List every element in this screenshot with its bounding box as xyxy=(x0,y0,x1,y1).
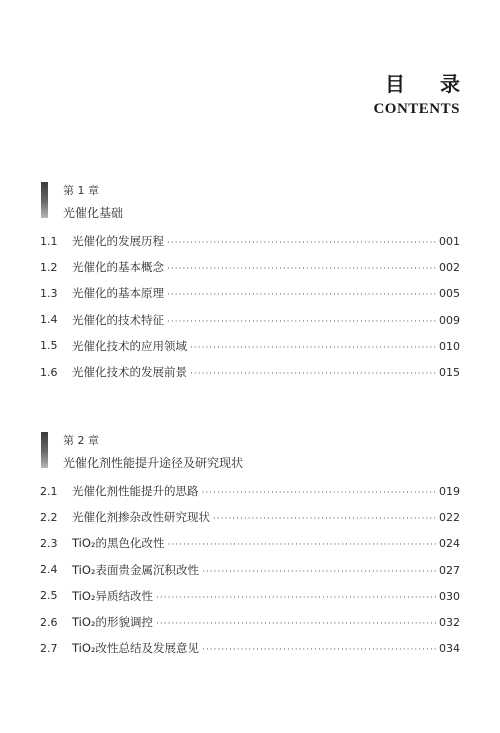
section-title: TiO₂的黑色化改性 xyxy=(72,536,165,551)
chapter-title: 光催化剂性能提升途径及研究现状 xyxy=(63,456,244,470)
page-number: 005 xyxy=(439,287,460,301)
contents-heading xyxy=(373,68,474,118)
page-number: 001 xyxy=(439,235,460,249)
section-title: 光催化的技术特征 xyxy=(72,312,164,327)
chapter-header xyxy=(0,182,500,228)
contents-title-en: CONTENTS xyxy=(373,101,460,117)
page-number: 022 xyxy=(439,511,460,525)
section-number: 2.6 xyxy=(40,615,58,629)
page-number: 032 xyxy=(439,616,460,630)
section-number: 2.5 xyxy=(40,589,58,603)
page-number: 019 xyxy=(439,485,460,499)
section-title: 光催化技术的发展前景 xyxy=(72,365,187,380)
dot-leader xyxy=(202,567,436,577)
section-number: 2.4 xyxy=(40,563,58,577)
chapter-marker-bar xyxy=(41,432,48,468)
toc-entry[interactable] xyxy=(0,228,500,254)
toc-entry[interactable] xyxy=(0,504,500,530)
dot-leader xyxy=(202,645,436,655)
dot-leader xyxy=(190,343,436,353)
page-number: 009 xyxy=(439,313,460,327)
section-title: 光催化剂性能提升的思路 xyxy=(72,484,199,499)
section-title: 光催化的发展历程 xyxy=(72,234,164,249)
section-number: 1.6 xyxy=(40,365,58,379)
contents-title-cn: 目 录 xyxy=(385,72,474,96)
section-number: 2.7 xyxy=(40,641,58,655)
section-title: 光催化技术的应用领域 xyxy=(72,338,187,353)
dot-leader xyxy=(202,488,437,498)
toc-entry[interactable] xyxy=(0,254,500,280)
toc-entry[interactable] xyxy=(0,635,500,661)
toc-entry[interactable] xyxy=(0,557,500,583)
section-number: 1.2 xyxy=(40,260,58,274)
page-number: 034 xyxy=(439,642,460,656)
section-number: 1.4 xyxy=(40,313,58,327)
dot-leader xyxy=(190,369,436,379)
chapter-title: 光催化基础 xyxy=(63,206,124,220)
page-number: 027 xyxy=(439,563,460,577)
dot-leader xyxy=(167,238,436,248)
dot-leader xyxy=(156,593,436,603)
section-list xyxy=(0,228,500,385)
page-number: 024 xyxy=(439,537,460,551)
section-title: TiO₂异质结改性 xyxy=(72,588,154,603)
toc-entry[interactable] xyxy=(0,333,500,359)
page-number: 015 xyxy=(439,366,460,380)
chapter-header xyxy=(0,432,500,478)
chapter-number: 第 2 章 xyxy=(63,434,99,447)
toc-entry[interactable] xyxy=(0,307,500,333)
page-number: 010 xyxy=(439,339,460,353)
section-title: 光催化的基本原理 xyxy=(72,286,164,301)
section-title: 光催化的基本概念 xyxy=(72,260,164,275)
dot-leader xyxy=(167,264,436,274)
section-title: TiO₂改性总结及发展意见 xyxy=(72,641,200,656)
chapter-number: 第 1 章 xyxy=(63,184,99,197)
dot-leader xyxy=(167,290,436,300)
section-number: 1.1 xyxy=(40,234,58,248)
dot-leader xyxy=(156,619,436,629)
section-number: 1.5 xyxy=(40,339,58,353)
section-title: TiO₂的形貌调控 xyxy=(72,615,154,630)
chapter-2 xyxy=(0,432,500,661)
toc-entry[interactable] xyxy=(0,583,500,609)
toc-entry[interactable] xyxy=(0,609,500,635)
dot-leader xyxy=(213,514,436,524)
dot-leader xyxy=(168,540,436,550)
chapter-1 xyxy=(0,182,500,385)
toc-entry[interactable] xyxy=(0,530,500,556)
toc-entry[interactable] xyxy=(0,359,500,385)
toc-entry[interactable] xyxy=(0,478,500,504)
section-list xyxy=(0,478,500,661)
page-number: 030 xyxy=(439,589,460,603)
page-number: 002 xyxy=(439,261,460,275)
chapter-marker-bar xyxy=(41,182,48,218)
section-number: 2.2 xyxy=(40,510,58,524)
section-number: 1.3 xyxy=(40,286,58,300)
toc-entry[interactable] xyxy=(0,280,500,306)
section-number: 2.1 xyxy=(40,484,58,498)
section-title: 光催化剂掺杂改性研究现状 xyxy=(72,510,210,525)
dot-leader xyxy=(167,317,436,327)
section-number: 2.3 xyxy=(40,536,58,550)
section-title: TiO₂表面贵金属沉积改性 xyxy=(72,562,200,577)
